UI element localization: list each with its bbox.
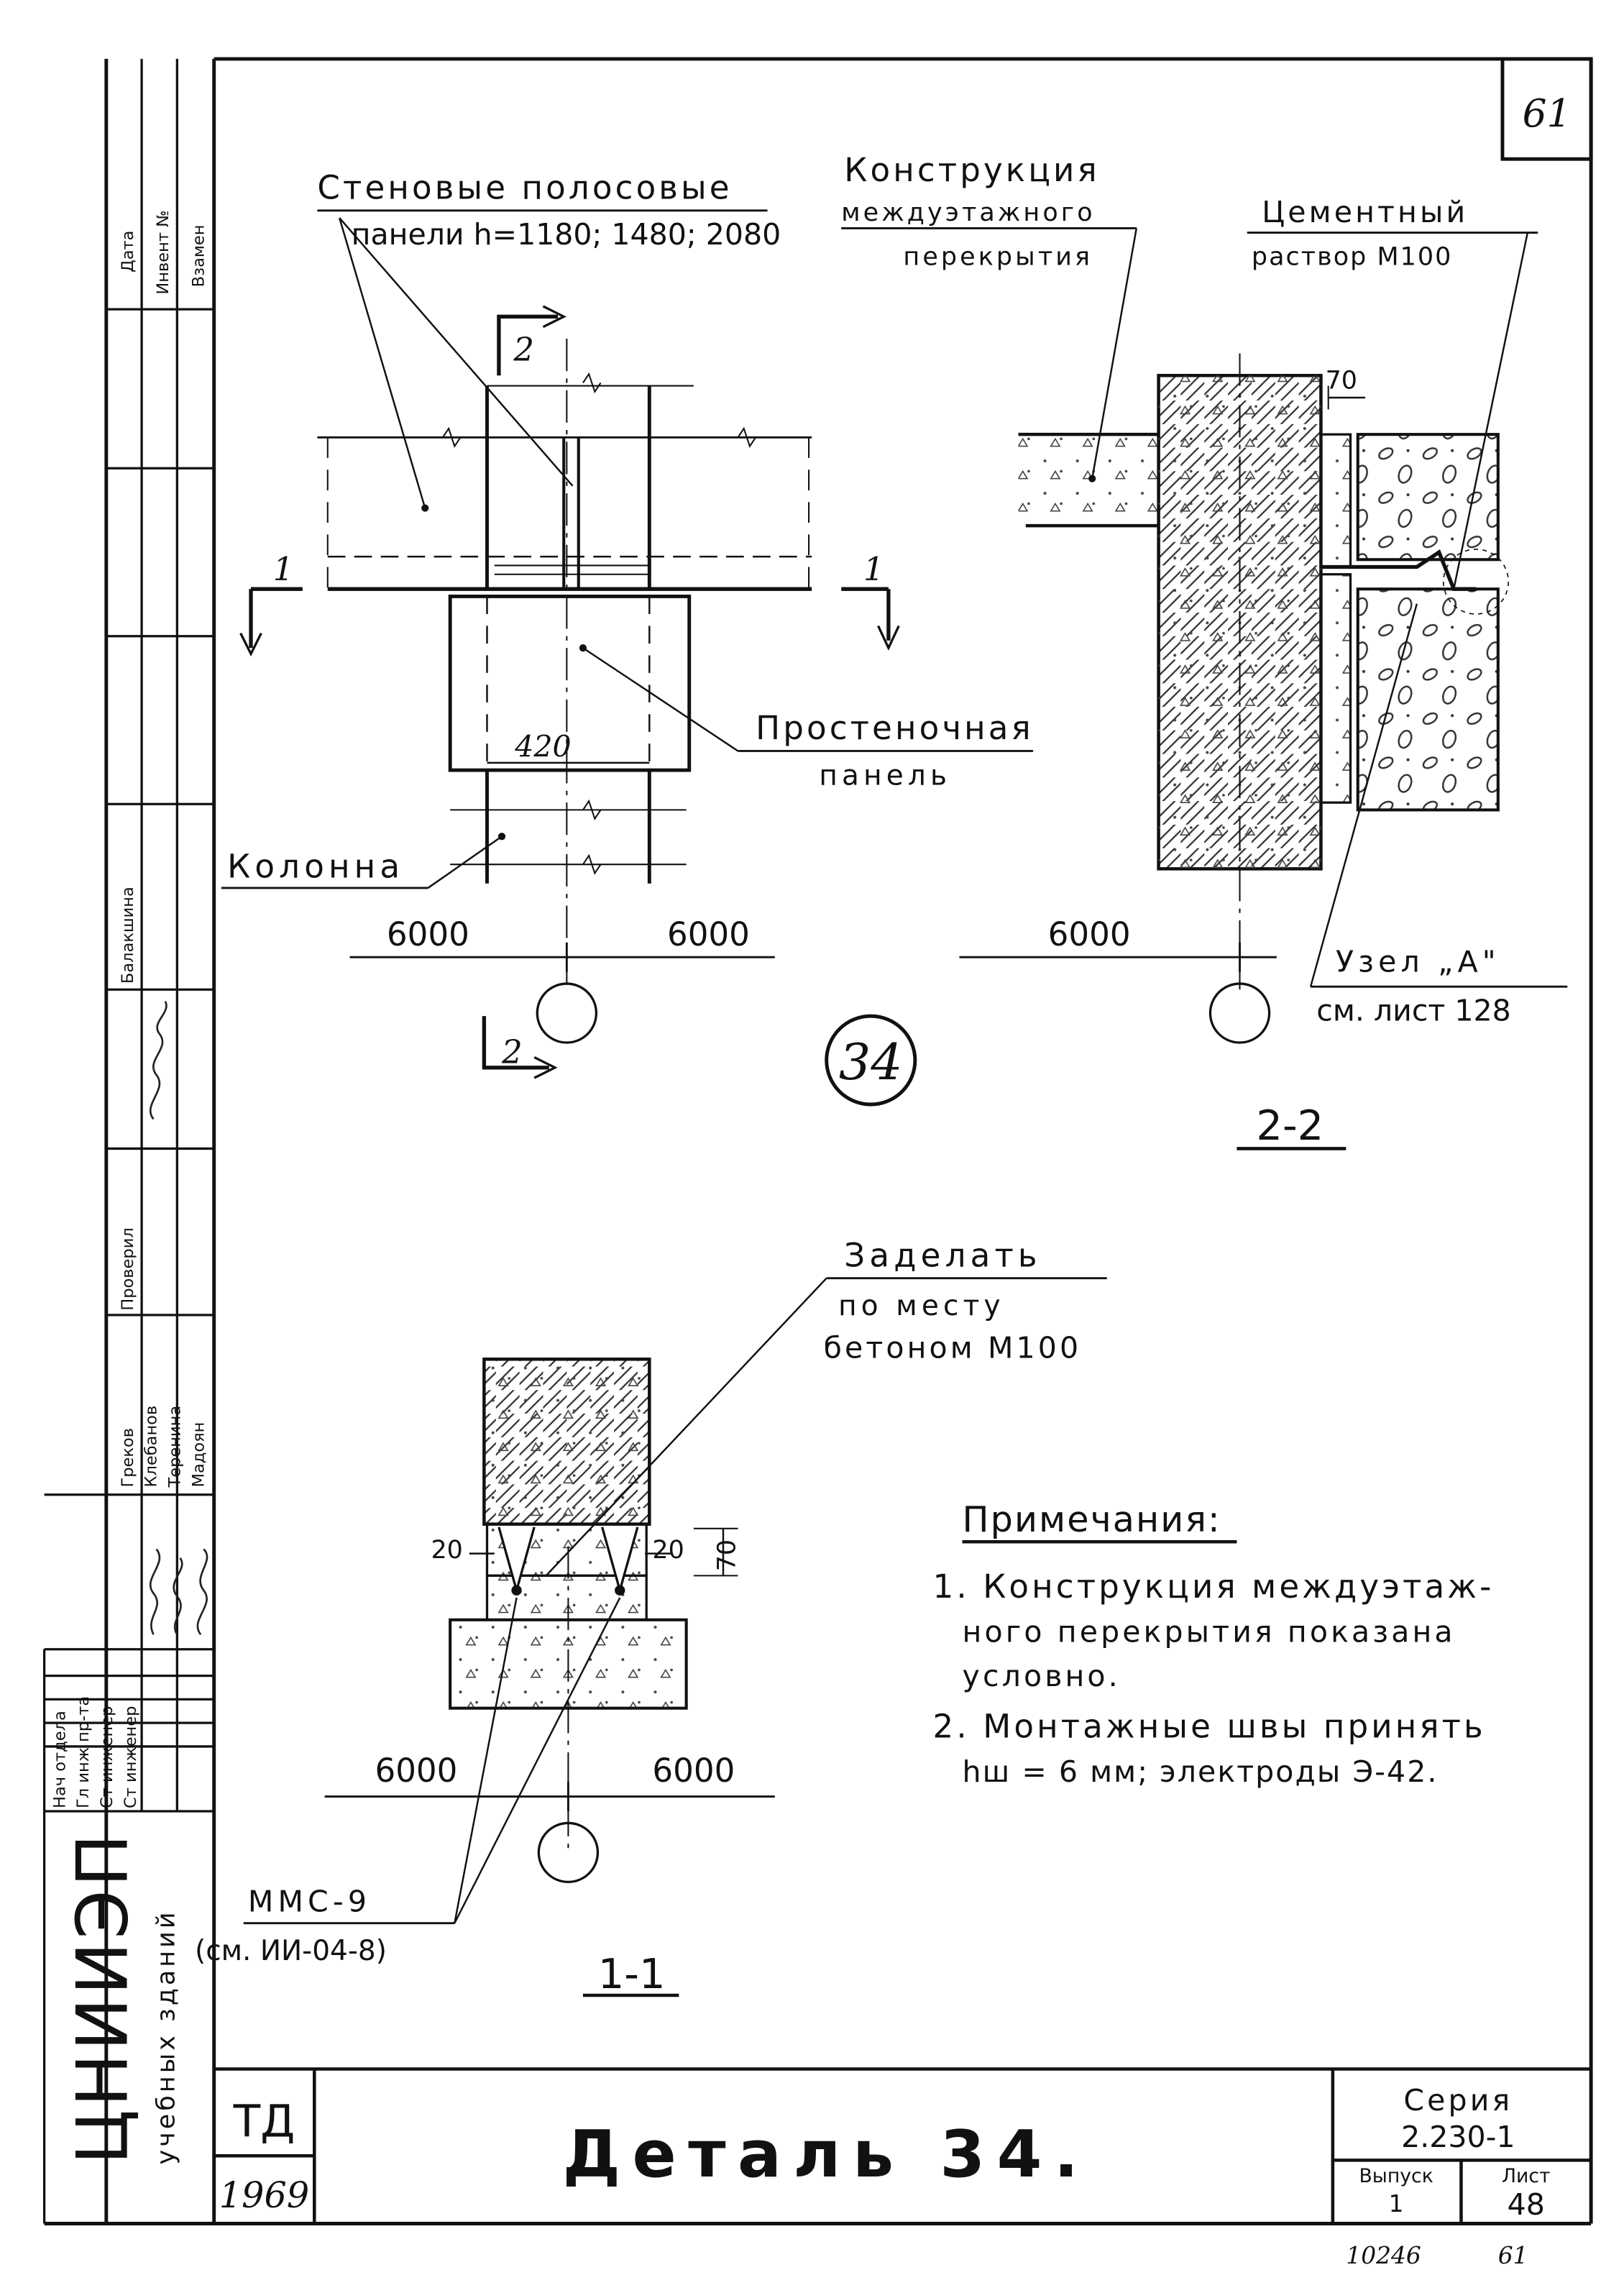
section-mark-1-left: 1 — [272, 549, 294, 588]
stamp-signatures — [150, 1002, 207, 1635]
note-1-line-2: ного перекрытия показана — [962, 1614, 1456, 1649]
series-label: Серия — [1403, 2082, 1513, 2118]
drawing-title: Деталь 34. — [562, 2117, 1091, 2192]
dim-20-right: 20 — [652, 1535, 684, 1565]
stamp-position-2: Гл инж пр-та — [74, 1695, 93, 1808]
stamp-head-date: Дата — [118, 230, 137, 273]
page-number-below: 61 — [1497, 2241, 1528, 2269]
stamp-head-inventory: Инвент № — [154, 210, 173, 295]
node-a-label: Узел „А" — [1335, 944, 1500, 979]
issue-label: Выпуск — [1359, 2165, 1433, 2188]
stamp-name-1: Греков — [118, 1427, 137, 1488]
section-mark-2-top: 2 — [513, 330, 535, 369]
stamp-check-label: Проверил — [118, 1227, 137, 1311]
dim-6000-section-1-right: 6000 — [652, 1752, 735, 1790]
mortar-label-1: Цементный — [1262, 195, 1469, 230]
org-main-logo: ЦНИИЭП — [62, 1831, 144, 2165]
title-td: ТД — [233, 2095, 295, 2148]
stamp-position-1: Нач отдела — [50, 1711, 70, 1808]
mmc-reference: (см. ИИ-04-8) — [194, 1934, 387, 1967]
side-stamp-text — [50, 210, 208, 1808]
stamp-position-3: Ст инженер — [98, 1706, 117, 1808]
pier-panel-label-1: Простеночная — [756, 709, 1034, 748]
note-1-line-3: условно. — [962, 1659, 1121, 1693]
floor-label-1: Конструкция — [844, 150, 1100, 189]
dim-70-section-1: 70 — [712, 1539, 742, 1572]
wall-panels-label-1: Стеновые полосовые — [317, 168, 733, 207]
plan-view — [221, 211, 1033, 1078]
section-1-1-title: 1-1 — [597, 1949, 666, 1998]
stamp-name-4: Мадоян — [189, 1422, 208, 1488]
mortar-label-2: раствор М100 — [1251, 242, 1453, 272]
stamp-position-4: Ст инженер — [121, 1706, 140, 1808]
note-1-line-1: 1. Конструкция междуэтаж- — [932, 1567, 1495, 1606]
org-sub-label: учебных зданий — [152, 1909, 181, 2165]
dim-6000-plan-right: 6000 — [666, 915, 750, 953]
mmc-label: ММС-9 — [247, 1884, 372, 1919]
sheet-value: 48 — [1507, 2187, 1545, 2223]
section-mark-1-right: 1 — [863, 549, 884, 588]
sheet-label: Лист — [1502, 2165, 1551, 2188]
pier-panel-label-2: панель — [819, 759, 952, 792]
detail-number: 34 — [838, 1033, 903, 1092]
section-mark-2-bottom: 2 — [502, 1033, 523, 1071]
stamp-name-2: Клебанов — [142, 1405, 161, 1488]
dim-70-section-2: 70 — [1325, 366, 1357, 395]
floor-label-2: междуэтажного — [841, 198, 1096, 228]
sheet-corner-number: 61 — [1522, 91, 1572, 137]
grout-label-3: бетоном М100 — [823, 1330, 1082, 1365]
node-sheet-ref: см. лист 128 — [1316, 993, 1511, 1028]
stamp-checker-name: Балакшина — [118, 887, 137, 984]
dim-6000-plan-left: 6000 — [386, 915, 469, 953]
notes-heading: Примечания: — [962, 1498, 1221, 1540]
note-2-line-2: hш = 6 мм; электроды Э-42. — [962, 1754, 1439, 1790]
wall-panels-label-2: панели h=1180; 1480; 2080 — [351, 217, 781, 252]
dim-6000-section-1-left: 6000 — [375, 1752, 458, 1790]
dim-420: 420 — [515, 729, 572, 764]
title-year: 1969 — [219, 2174, 310, 2216]
floor-label-3: перекрытия — [903, 242, 1093, 272]
dim-20-left: 20 — [431, 1535, 463, 1565]
grout-label-1: Заделать — [844, 1236, 1042, 1275]
series-value: 2.230-1 — [1401, 2120, 1515, 2154]
issue-value: 1 — [1388, 2190, 1404, 2218]
note-2-line-1: 2. Монтажные швы принять — [932, 1707, 1486, 1746]
section-2-2-title: 2-2 — [1256, 1102, 1324, 1150]
grout-label-2: по месту — [838, 1289, 1005, 1322]
column-label: Колонна — [227, 847, 405, 886]
stamp-head-replaces: Взамен — [189, 224, 208, 288]
archive-number: 10246 — [1346, 2241, 1421, 2269]
dim-6000-section-2: 6000 — [1047, 915, 1131, 953]
stamp-name-3: Теренина — [165, 1405, 185, 1488]
